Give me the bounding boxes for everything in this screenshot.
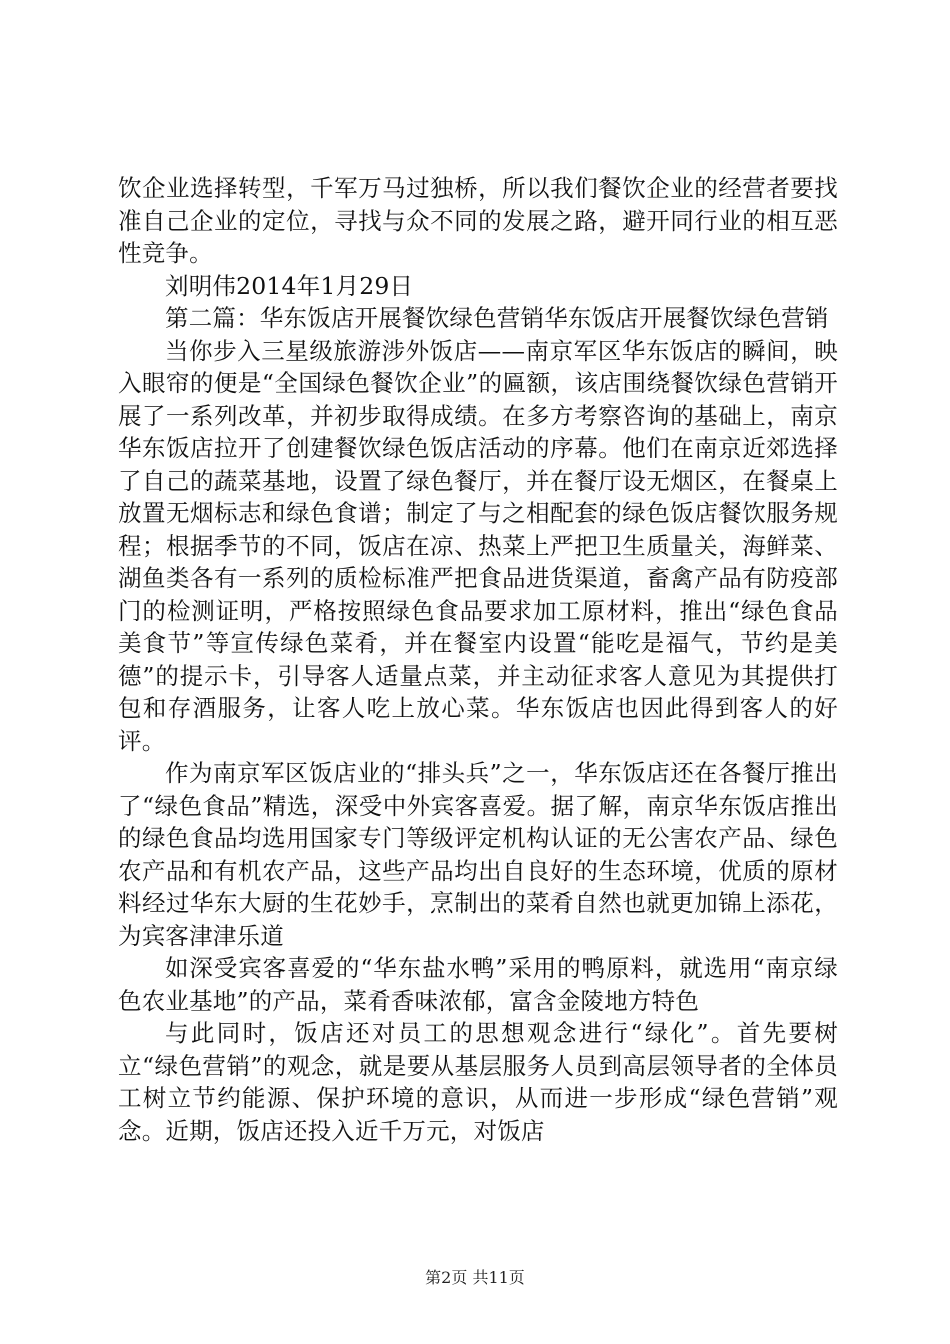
paragraph-green-food: 作为南京军区饭店业的“排头兵”之一，华东饭店还在各餐厅推出了“绿色食品”精选，深受中外宾客喜爱。据了解，南京华东饭店推出的绿色食品均选用国家专门等级评定机构认证的无公害农产品、绿色农产品和有机农产品，这些产品均出自良好的生态环境，优质的原材料经过华东大厨的生花妙手，烹制出的菜肴自然也就更加锦上添花，为宾客津津乐道: [118, 759, 838, 950]
section-heading: 第二篇：华东饭店开展餐饮绿色营销华东饭店开展餐饮绿色营销: [165, 304, 829, 332]
paragraph-staff: 与此同时，饭店还对员工的思想观念进行“绿化”。首先要树立“绿色营销”的观念，就是要从基层服务人员到高层领导者的全体员工树立节约能源、保护环境的意识，从而进一步形成“绿色营销”观念。近期，饭店还投入近千万元，对饭店: [118, 1019, 838, 1145]
author-date-line: 刘明伟2014年1月29日: [165, 271, 414, 300]
paragraph-continuation: 饮企业选择转型，千军万马过独桥，所以我们餐饮企业的经营者要找准自己企业的定位，寻找与众不同的发展之路，避开同行业的相互恶性竞争。: [118, 174, 838, 267]
paragraph-intro: 当你步入三星级旅游涉外饭店——南京军区华东饭店的瞬间，映入眼帘的便是“全国绿色餐饮企业”的匾额，该店围绕餐饮绿色营销开展了一系列改革，并初步取得成绩。在多方考察咨询的基础上，南京华东饭店拉开了创建餐饮绿色饭店活动的序幕。他们在南京近郊选择了自己的蔬菜基地，设置了绿色餐厅，并在餐厅设无烟区，在餐桌上放置无烟标志和绿色食谱；制定了与之相配套的绿色饭店餐饮服务规程；根据季节的不同，饭店在凉、热菜上严把卫生质量关，海鲜菜、湖鱼类各有一系列的质检标准严把食品进货渠道，畜禽产品有防疫部门的检测证明，严格按照绿色食品要求加工原材料，推出“绿色食品美食节”等宣传绿色菜肴，并在餐室内设置“能吃是福气，节约是美德”的提示卡，引导客人适量点菜，并主动征求客人意见为其提供打包和存酒服务，让客人吃上放心菜。华东饭店也因此得到客人的好评。: [118, 336, 838, 755]
page-number: 第2页 共11页: [425, 1268, 525, 1287]
paragraph-duck: 如深受宾客喜爱的“华东盐水鸭”采用的鸭原料，就选用“南京绿色农业基地”的产品，菜肴香味浓郁，富含金陵地方特色: [118, 954, 838, 1015]
document-body: [118, 172, 838, 1147]
